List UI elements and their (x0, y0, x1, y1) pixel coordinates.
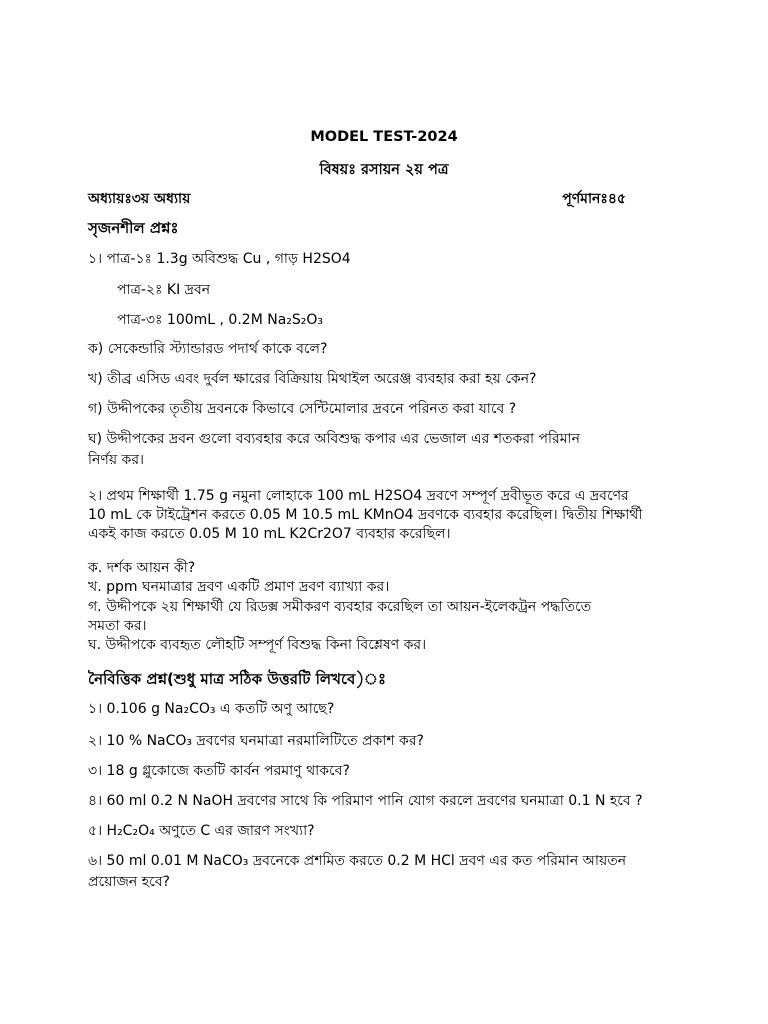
q1-stem-line: পাত্র-৩ঃ 100mL , 0.2M Na₂S₂O₃ (117, 312, 324, 328)
subject-line: বিষয়ঃ রসায়ন ২য় পত্র (319, 162, 449, 178)
q2-stem-line: ২। প্রথম শিক্ষার্থী 1.75 g নমুনা লোহাকে 100 mL H2SO4 দ্রবণে সম্পূর্ণ দ্রবীভূত করে এ দ্রবণের (88, 488, 629, 504)
mcq-question: ৫। H₂C₂O₄ অণুতে C এর জারণ সংখ্যা? (88, 823, 315, 839)
full-marks: পূর্ণমানঃ৪৫ (562, 191, 626, 207)
mcq-question: প্রয়োজন হবে? (88, 874, 170, 890)
mcq-question: ৬। 50 ml 0.01 M NaCO₃ দ্রবনেকে প্রশমিত করতে 0.2 M HCl দ্রবণ এর কত পরিমান আয়তন (88, 853, 627, 869)
mcq-question: ৪। 60 ml 0.2 N NaOH দ্রবণের সাথে কি পরিমাণ পানি যোগ করলে দ্রবণের ঘনমাত্রা 0.1 N হবে ? (88, 793, 643, 809)
q1-stem-line: ১। পাত্র-১ঃ 1.3g অবিশুদ্ধ Cu , গাড় H2SO4 (88, 251, 351, 267)
creative-heading: সৃজনশীল প্রশ্নঃ (88, 219, 179, 237)
page-title: MODEL TEST-2024 (310, 129, 458, 145)
mcq-question: ৩। 18 g গ্লুকোজে কতটি কার্বন পরমাণু থাকবে? (88, 763, 350, 779)
q2-part: সমতা কর। (88, 618, 147, 634)
q2-part: খ. ppm ঘনমাত্রার দ্রবণ একটি প্রমাণ দ্রবণ ব্যাখ্যা কর। (88, 579, 390, 595)
q2-part: ক. দর্শক আয়ন কী? (88, 560, 196, 576)
q2-part: ঘ. উদ্দীপকে ব্যবহৃত লৌহটি সম্পূর্ণ বিশুদ্ধ কিনা বিশ্লেষণ কর। (88, 637, 427, 653)
q1-part: ঘ) উদ্দীপকের দ্রবন গুলো বব্যবহার করে অবিশুদ্ধ কপার এর ভেজাল এর শতকরা পরিমান (88, 431, 580, 447)
chapter-line: অধ্যায়ঃ৩য় অধ্যায় (88, 191, 191, 207)
mcq-heading: নৈবিত্তিক প্রশ্ন(শুধু মাত্র সঠিক উত্তরটি লিখবে)ঃ (88, 670, 386, 688)
q1-part: খ) তীব্র এসিড এবং দুর্বল ক্ষারের বিক্রিয়ায় মিথাইল অরেঞ্জ ব্যবহার করা হয় কেন? (88, 371, 537, 387)
q2-part: গ. উদ্দীপকে ২য় শিক্ষার্থী যে রিডক্স সমীকরণ ব্যবহার করেছিল তা আয়ন-ইলেকট্রন পদ্ধতিতে (88, 599, 592, 615)
q1-part: গ) উদ্দীপকের তৃতীয় দ্রবনকে কিভাবে সেন্টিমোলার দ্রবনে পরিনত করা যাবে ? (88, 401, 517, 417)
mcq-question: ১। 0.106 g Na₂CO₃ এ কতটি অণু আছে? (88, 701, 335, 717)
q2-stem-line: 10 mL কে টাইট্রেশন করতে 0.05 M 10.5 mL KMnO4 দ্রবণকে ব্যবহার করেছিল। দ্বিতীয় শিক্ষার্থী (88, 507, 643, 523)
q1-part: নির্ণয় কর। (88, 452, 145, 468)
q2-stem-line: একই কাজ করতে 0.05 M 10 mL K2Cr2O7 ব্যবহার করেছিল। (88, 526, 451, 542)
q1-part: ক) সেকেন্ডারি স্ট্যান্ডারড পদার্থ কাকে বলে? (88, 341, 328, 357)
q1-stem-line: পাত্র-২ঃ KI দ্রবন (117, 282, 211, 298)
mcq-question: ২। 10 % NaCO₃ দ্রবণের ঘনমাত্রা নরমালিটিতে প্রকাশ কর? (88, 733, 424, 749)
